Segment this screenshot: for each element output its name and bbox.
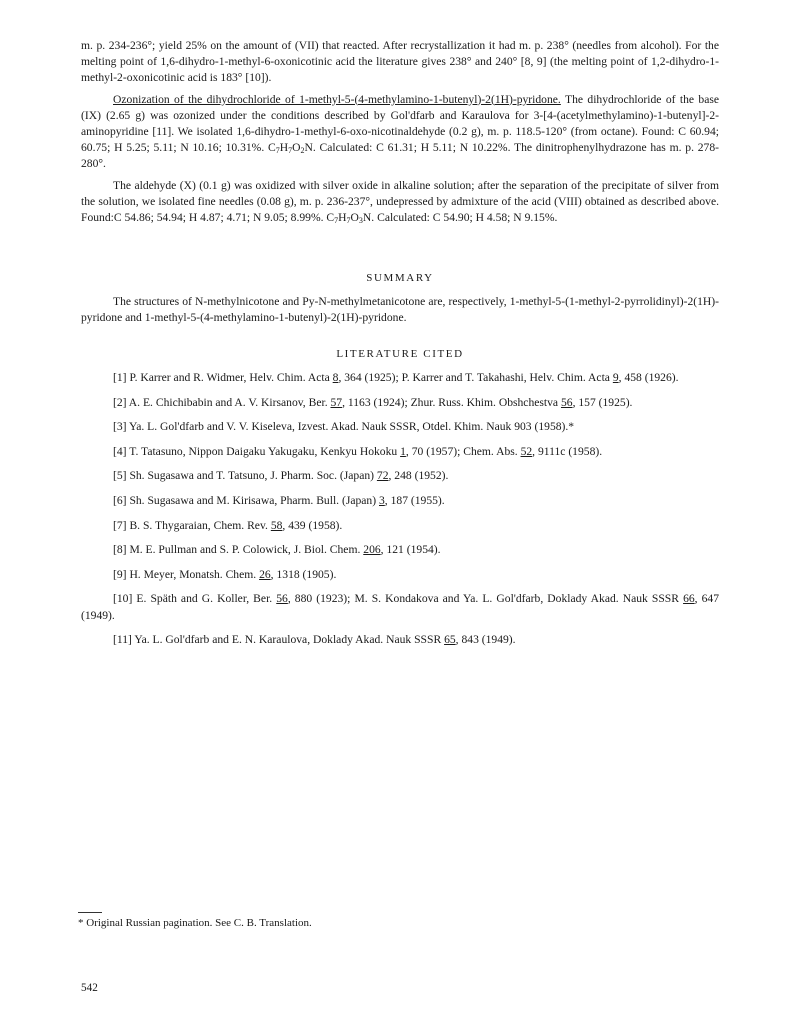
- literature-heading: LITERATURE CITED: [336, 348, 464, 360]
- footnote: * Original Russian pagination. See C. B. Translation.: [78, 917, 312, 929]
- reference-item: [81, 395, 719, 411]
- reference-text: , 9111c (1958).: [532, 444, 603, 458]
- reference-text: , 121 (1954).: [380, 543, 441, 557]
- reference-volume: 8: [332, 371, 339, 384]
- reference-number: [4]: [113, 444, 127, 458]
- reference-text: , 157 (1925).: [572, 395, 633, 409]
- reference-item: [81, 370, 719, 386]
- summary-section: [81, 294, 719, 326]
- reference-volume: 56: [560, 395, 573, 409]
- reference-volume: 56: [276, 592, 288, 606]
- reference-text: Sh. Sugasawa and M. Kirisawa, Pharm. Bull. (Japan): [129, 493, 379, 507]
- reference-text: T. Tatasuno, Nippon Daigaku Yakugaku, Kenkyu Hokoku: [129, 444, 401, 458]
- reference-item: [81, 493, 719, 509]
- reference-number: [8]: [113, 543, 127, 557]
- reference-number: [6]: [113, 493, 127, 507]
- reference-number: [10]: [113, 592, 133, 606]
- reference-volume: 65: [444, 633, 456, 647]
- paragraph-3: [81, 178, 719, 227]
- reference-item: [81, 567, 719, 583]
- reference-text: , 248 (1952).: [388, 469, 449, 483]
- reference-text: , 647 (1949).: [81, 592, 720, 622]
- reference-text: , 439 (1958).: [282, 518, 343, 532]
- reference-volume: 52: [520, 444, 533, 458]
- reference-text: Ya. L. Gol'dfarb and E. N. Karaulova, Doklady Akad. Nauk SSSR: [134, 633, 445, 647]
- reference-text: A. E. Chichibabin and A. V. Kirsanov, Ber.: [128, 395, 331, 409]
- paragraph-3-body: The aldehyde (X) (0.1 g) was oxidized with silver oxide in alkaline solution; after the separation of the precipitate of silver from the solution, we isolated fine needles (0.08 g), m. p. 236-237°, undepressed by admixture of the acid (VIII) obtained as described above. Found:C 54.86; 54.94; H 4.87; 4.71; N 9.05; 8.99%.: [81, 178, 719, 225]
- reference-volume: 9: [612, 371, 619, 384]
- reference-text: , 880 (1923); M. S. Kondakova and Ya. L. Gol'dfarb, Doklady Akad. Nauk SSSR: [287, 592, 684, 606]
- reference-text: Ya. L. Gol'dfarb and V. V. Kiseleva, Izvest. Akad. Nauk SSSR, Otdel. Khim. Nauk 903 (1958).*: [129, 420, 575, 434]
- reference-item: [81, 542, 719, 558]
- reference-text: E. Späth and G. Koller, Ber.: [136, 592, 277, 606]
- body-text: [81, 38, 719, 226]
- footnote-rule: [78, 912, 102, 913]
- reference-text: H. Meyer, Monatsh. Chem.: [129, 567, 260, 581]
- reference-number: [5]: [113, 469, 127, 483]
- reference-number: [1]: [113, 371, 127, 384]
- reference-list: [81, 370, 719, 657]
- reference-volume: 206: [363, 543, 381, 557]
- reference-volume: 58: [270, 518, 283, 532]
- reference-item: [81, 468, 719, 484]
- page-number: 542: [81, 982, 98, 994]
- reference-item: [81, 632, 719, 648]
- reference-number: [3]: [113, 420, 127, 434]
- reference-item: [81, 419, 719, 435]
- formula-c7h7o2n: $C_7H_7O_2N$.: [268, 141, 316, 156]
- reference-volume: 66: [683, 592, 695, 606]
- reference-number: [7]: [113, 518, 127, 532]
- reference-text: , 843 (1949).: [455, 633, 516, 647]
- reference-text: , 187 (1955).: [384, 493, 445, 507]
- reference-item: [81, 591, 719, 623]
- paragraph-2-body: The dihydrochloride of the base (IX) (2.65 g) was ozonized under the conditions described by Gol'dfarb and Karaulova for 3-[4-(acetylmethylamino)-1-butenyl]-2-aminopyridine [11]. We isolated 1,6-dihydro-1-methyl-6-oxo-nicotinaldehyde (0.2 g), m. p. 118.5-120° (from octane). Found: C 60.94; 60.75; H 5.25; 5.11; N 10.16; 10.31%.: [81, 92, 719, 155]
- reference-volume: 72: [376, 469, 389, 483]
- reference-item: [81, 518, 719, 534]
- reference-text: M. E. Pullman and S. P. Colowick, J. Biol. Chem.: [129, 543, 364, 557]
- reference-text: , 1163 (1924); Zhur. Russ. Khim. Obshchestva: [342, 395, 561, 409]
- section-title-ozonization: Ozonization of the dihydrochloride of 1-methyl-5-(4-methylamino-1-butenyl)-2(1H)-pyridone.: [113, 92, 561, 106]
- reference-text: B. S. Thygaraian, Chem. Rev.: [129, 518, 271, 532]
- summary-text: The structures of N-methylnicotone and Py-N-methylmetanicotone are, respectively, 1-methyl-5-(1-methyl-2-pyrrolidinyl)-2(1H)-pyridone and 1-methyl-5-(4-methylamino-1-butenyl)-2(1H)-pyridone.: [81, 295, 719, 325]
- reference-volume: 57: [330, 395, 343, 409]
- reference-number: [11]: [113, 633, 132, 647]
- formula-c7h7o3n: $C_7H_7O_3N$.: [326, 211, 375, 226]
- paragraph-3-tail: Calculated: C 54.90; H 4.58; N 9.15%.: [374, 211, 558, 225]
- reference-number: [9]: [113, 567, 127, 581]
- reference-text: , 364 (1925); P. Karrer and T. Takahashi, Helv. Chim. Acta: [338, 371, 613, 384]
- paragraph-1: m. p. 234-236°; yield 25% on the amount of (VII) that reacted. After recrystallization it had m. p. 238° (needles from alcohol). For the melting point of 1,6-dihydro-1-methyl-6-oxonicotinic acid the literature gives 238° and 240° [8, 9] (the melting point of 1,2-dihydro-1-methyl-2-oxonicotinic acid is 183° [10]).: [81, 39, 719, 85]
- reference-number: [2]: [113, 395, 127, 409]
- reference-text: , 70 (1957); Chem. Abs.: [405, 444, 521, 458]
- reference-text: P. Karrer and R. Widmer, Helv. Chim. Acta: [129, 371, 333, 384]
- reference-text: , 1318 (1905).: [270, 567, 337, 581]
- reference-volume: 3: [379, 493, 385, 507]
- reference-text: , 458 (1926).: [618, 371, 679, 384]
- reference-volume: 26: [259, 567, 271, 581]
- reference-volume: 1: [400, 444, 406, 458]
- paragraph-2: [81, 92, 719, 173]
- summary-heading: SUMMARY: [366, 272, 434, 284]
- paragraph-2-tail: Calculated: C 61.31; H 5.11; N 10.22%. The dinitrophenylhydrazone has m. p. 278-280°.: [81, 141, 720, 171]
- reference-item: [81, 444, 719, 460]
- reference-text: Sh. Sugasawa and T. Tatsuno, J. Pharm. Soc. (Japan): [129, 469, 377, 483]
